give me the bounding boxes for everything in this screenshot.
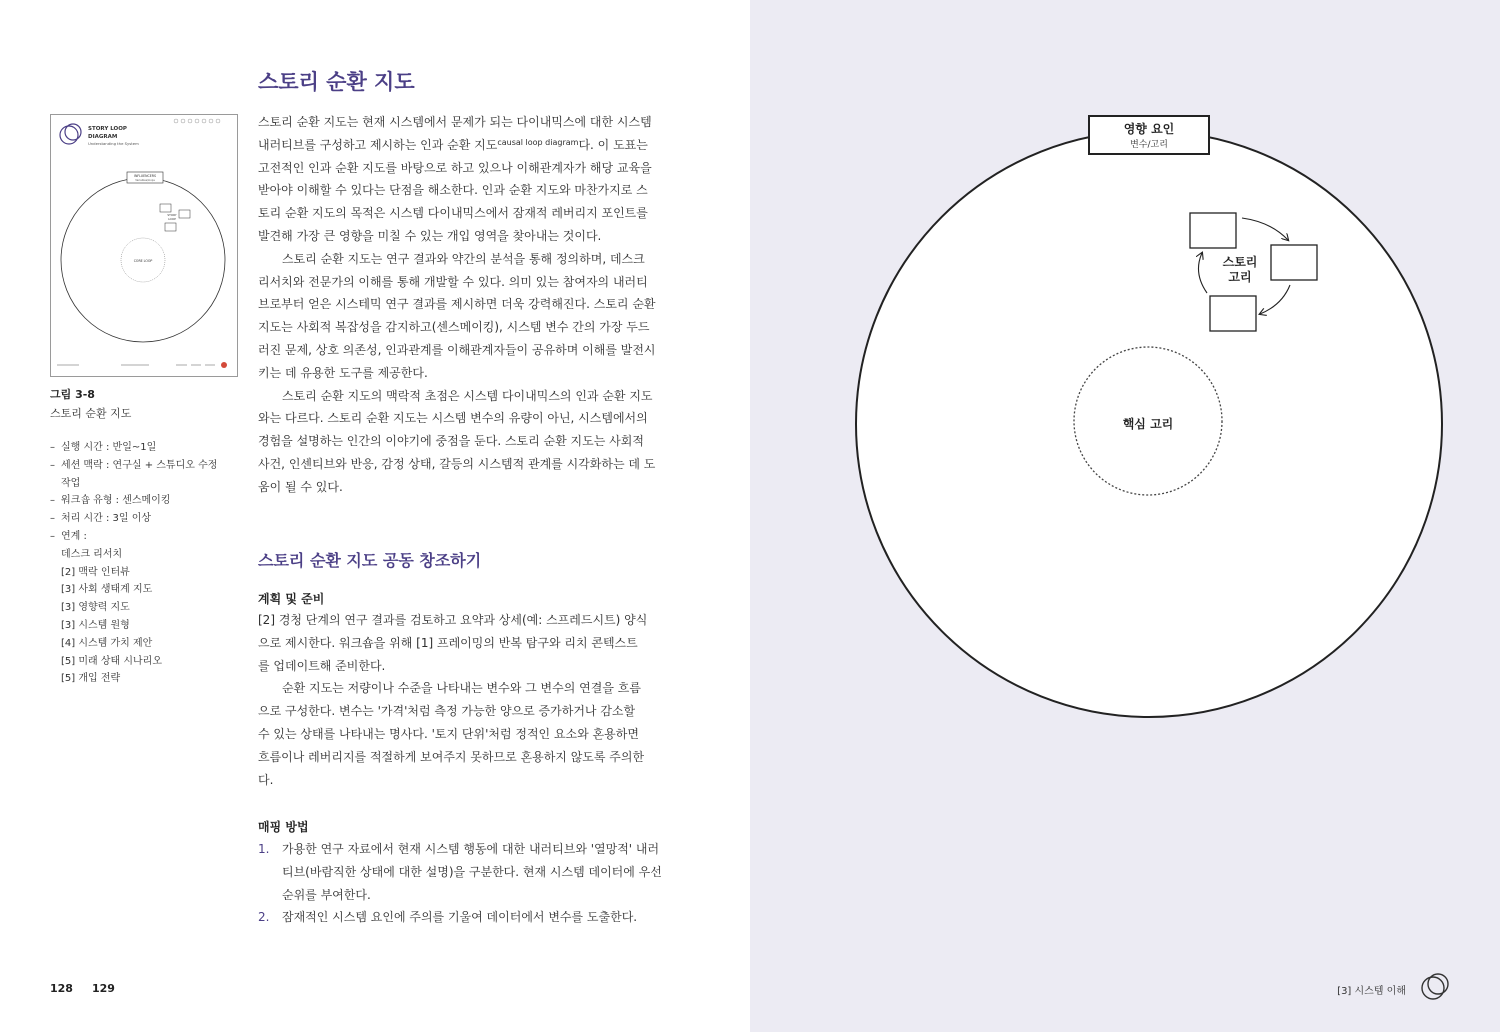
- influencers-title: 영향 요인: [1123, 122, 1175, 136]
- thumb-box-2: [179, 210, 190, 218]
- page-number-right: 129: [92, 982, 115, 995]
- logo-icon: [1418, 970, 1452, 1002]
- story-box-3: [1210, 296, 1256, 331]
- thumb-logo-circle-1: [60, 126, 78, 144]
- intro-post: 다. 이 도표는 고전적인 인과 순환 지도를 바탕으로 하고 있으나 이해관계자가 해당 교육을 받아야 이해할 수 있다는 단점을 해소한다. 인과 순환 지도와 마찬가지로 스토리 순환 지도의 목적은 시스템 다이내믹스에서 잠재적 레버리지 포인트를 발견해 가장 큰 영향을 미칠 수 있는 개입 영역을 찾아내는 것이다.: [258, 137, 652, 243]
- figure-label: 그림 3-8: [50, 388, 95, 401]
- link-item: [5] 개입 전략: [61, 673, 121, 685]
- meta-list: [50, 439, 230, 688]
- list-item: – 실행 시간 : 반일~1일: [50, 442, 157, 453]
- mapping-steps: [258, 838, 668, 929]
- thumb-subtitle: Understanding the System: [88, 141, 139, 146]
- story-box-2: [1271, 245, 1317, 280]
- link-item: [4] 시스템 가치 제안: [61, 637, 153, 649]
- section-footer-label: [3] 시스템 이해: [1337, 986, 1406, 997]
- step-number: 1.: [258, 842, 270, 856]
- link-item: [3] 사회 생태계 지도: [61, 584, 153, 596]
- thumb-box-3: [165, 223, 176, 231]
- link-item: 데스크 리서치: [61, 548, 123, 560]
- core-loop-label: 핵심 고리: [1122, 417, 1174, 431]
- thumb-core-label: CORE LOOP: [133, 259, 153, 263]
- list-item: [258, 838, 668, 906]
- intro-text: [258, 111, 658, 499]
- intro-pre: 스토리 순환 지도는 현재 시스템에서 문제가 되는 다이내믹스에 대한 시스템 내러티브를 구성하고 제시하는 인과 순환 지도: [258, 115, 652, 152]
- page-number-left: 128: [50, 982, 73, 995]
- thumb-influencers-label: INFLUENCERS: [134, 174, 156, 178]
- story-loop-label-1: 스토리: [1222, 255, 1258, 269]
- thumb-icons: [174, 119, 220, 123]
- list-item: – 워크숍 유형 : 센스메이킹: [50, 495, 171, 507]
- thumb-influencers-sub: Variables/loops: [135, 179, 155, 182]
- figure-caption: 스토리 순환 지도: [50, 407, 132, 420]
- list-item: – 연계 :: [50, 530, 87, 542]
- planning-heading: 계획 및 준비: [258, 592, 325, 606]
- planning-text: [258, 609, 648, 791]
- list-item: – 처리 시간 : 3일 이상: [50, 513, 152, 525]
- thumb-story-label-1: STORY: [167, 213, 177, 217]
- step-text: 가용한 연구 자료에서 현재 시스템 행동에 대한 내러티브와 '열망적' 내러티브(바람직한 상태에 대한 설명)을 구분한다. 현재 시스템 데이터에 우선순위를 부여한다.: [282, 842, 662, 902]
- link-item: [5] 미래 상태 시나리오: [61, 655, 162, 667]
- step-text: 잠재적인 시스템 요인에 주의를 기울여 데이터에서 변수를 도출한다.: [282, 910, 638, 925]
- thumb-story-label-2: LOOP: [168, 217, 176, 221]
- story-box-1: [1190, 213, 1236, 248]
- thumb-title-2: DIAGRAM: [88, 134, 118, 140]
- planning-paragraph-2: 순환 지도는 저량이나 수준을 나타내는 변수와 그 변수의 연결을 흐름으로 구성한다. 변수는 '가격'처럼 측정 가능한 양으로 증가하거나 감소할 수 있는 상태를 나타내는 명사다. '토지 단위'처럼 정적인 요소와 혼용하면 흐름이나 레버리지를 적절하게 보여주지 못하므로 혼용하지 않도록 주의한다.: [258, 681, 645, 787]
- list-item: – 세션 맥락 : 연구실 + 스튜디오 수정 작업: [50, 459, 218, 489]
- thumbnail-diagram: [51, 115, 237, 376]
- thumb-title-1: STORY LOOP: [88, 126, 127, 132]
- page-title: 스토리 순환 지도: [258, 70, 415, 94]
- thumb-footer-dot: [221, 362, 227, 368]
- thumb-box-1: [160, 204, 171, 212]
- link-item: [3] 시스템 원형: [61, 619, 130, 631]
- story-loop-label-2: 고리: [1228, 270, 1252, 284]
- story-loop-diagram: [750, 0, 1500, 1032]
- paragraph-1: [258, 111, 658, 248]
- mapping-heading: 매핑 방법: [258, 820, 309, 834]
- intro-term: causal loop diagram: [497, 137, 579, 147]
- section-subtitle: 스토리 순환 지도 공동 창조하기: [258, 551, 482, 570]
- link-item: [2] 맥락 인터뷰: [61, 566, 130, 578]
- link-item: [3] 영향력 지도: [61, 602, 130, 614]
- paragraph-3: 스토리 순환 지도의 맥락적 초점은 시스템 다이내믹스의 인과 순환 지도와는 다르다. 스토리 순환 지도는 시스템 변수의 유량이 아닌, 시스템에서의 경험을 설명하는 인간의 이야기에 중점을 둔다. 스토리 순환 지도는 사회적 사건, 인센티브와 반응, 감정 상태, 갈등의 시스템적 관계를 시각화하는 데 도움이 될 수 있다.: [258, 388, 656, 494]
- influencers-sub: 변수/고리: [1130, 140, 1168, 150]
- paragraph-2: 스토리 순환 지도는 연구 결과와 약간의 분석을 통해 정의하며, 데스크 리서치와 전문가의 이해를 통해 개발할 수 있다. 의미 있는 참여자의 내러티브로부터 얻은 시스테믹 연구 결과를 제시하면 더욱 강력해진다. 스토리 순환 지도는 사회적 복잡성을 감지하고(센스메이킹), 시스템 변수 간의 가장 두드러진 문제, 상호 의존성, 인과관계를 이해관계자들이 공유하며 이해를 발전시키는 데 유용한 도구를 제공한다.: [258, 251, 656, 380]
- list-item: [258, 906, 668, 929]
- step-number: 2.: [258, 910, 270, 925]
- planning-paragraph-1: [2] 경청 단계의 연구 결과를 검토하고 요약과 상세(예: 스프레드시트) 양식으로 제시한다. 워크숍을 위해 [1] 프레이밍의 반복 탐구와 리치 콘텍스트를 업데이트해 준비한다.: [258, 613, 648, 673]
- figure-thumbnail: [50, 114, 238, 377]
